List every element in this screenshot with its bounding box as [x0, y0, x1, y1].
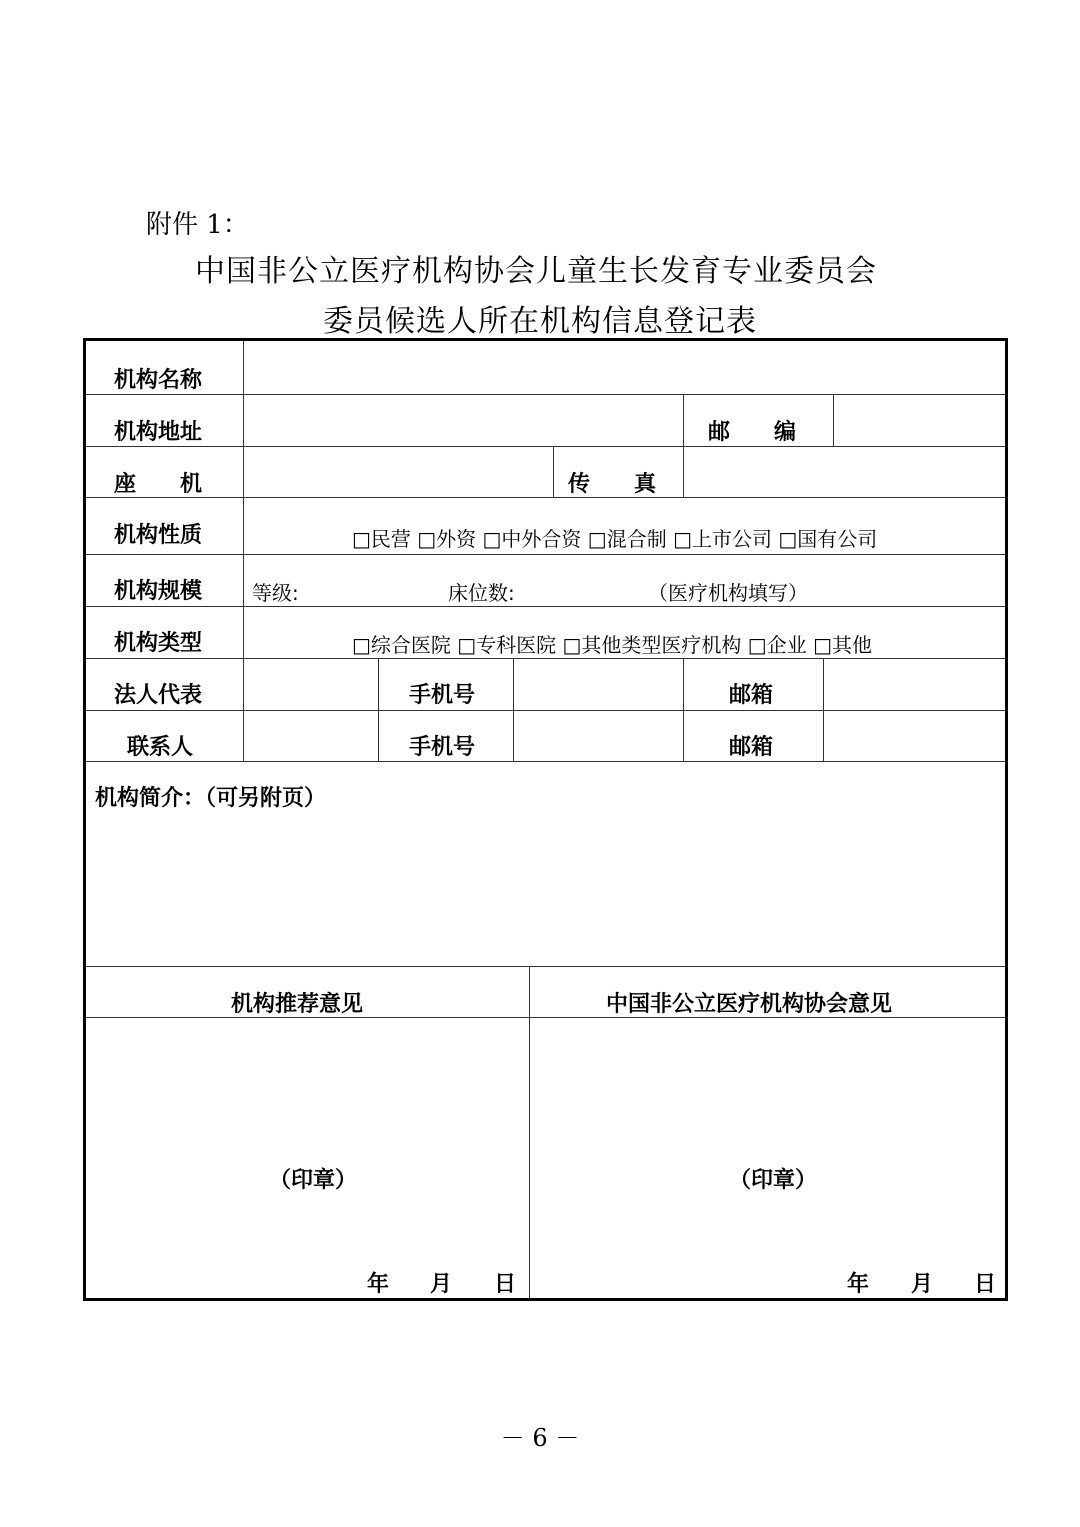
- legal-rep-email-label: 邮箱: [729, 683, 774, 708]
- nature-option-private[interactable]: □民营: [352, 527, 411, 551]
- recommend-opinion-field[interactable]: [86, 1018, 529, 1298]
- form-title-line2: 委员候选人所在机构信息登记表: [323, 304, 757, 339]
- fax-label: 传 真: [568, 472, 657, 497]
- org-address-label: 机构地址: [114, 420, 203, 445]
- association-seal-label: （印章）: [729, 1168, 818, 1193]
- legal-rep-mobile-label: 手机号: [409, 683, 476, 708]
- grade-label: 等级:: [252, 581, 299, 605]
- contact-email-field[interactable]: [824, 711, 1005, 761]
- postcode-label: 邮 编: [708, 420, 797, 445]
- legal-rep-email-field[interactable]: [824, 659, 1005, 710]
- org-type-label: 机构类型: [114, 631, 203, 656]
- recommend-date-year: 年: [367, 1272, 390, 1297]
- form-title-line1: 中国非公立医疗机构协会儿童生长发育专业委员会: [195, 254, 877, 289]
- beds-label: 床位数:: [448, 581, 515, 605]
- nature-option-joint-venture[interactable]: □中外合资: [482, 527, 582, 551]
- fax-field[interactable]: [684, 447, 1005, 497]
- postcode-field[interactable]: [834, 395, 1005, 446]
- type-option-enterprise[interactable]: □企业: [747, 633, 807, 657]
- recommend-label: 机构推荐意见: [231, 992, 364, 1017]
- association-date-year: 年: [847, 1272, 870, 1297]
- type-option-specialty-hospital[interactable]: □专科医院: [457, 633, 557, 657]
- association-date-month: 月: [911, 1272, 934, 1297]
- org-name-field[interactable]: [244, 341, 1005, 394]
- nature-option-listed[interactable]: □上市公司: [673, 527, 772, 551]
- recommend-date-day: 日: [494, 1272, 517, 1297]
- org-scale-label: 机构规模: [114, 579, 203, 604]
- legal-rep-mobile-field[interactable]: [514, 659, 683, 710]
- intro-label: 机构简介：（可另附页）: [95, 786, 327, 811]
- medical-note: （医疗机构填写）: [648, 581, 808, 605]
- intro-field[interactable]: [86, 811, 1005, 966]
- page-number: － 6 －: [500, 1424, 580, 1452]
- legal-rep-field[interactable]: [244, 659, 378, 710]
- attachment-label: 附件 1：: [146, 210, 249, 240]
- type-option-general-hospital[interactable]: □综合医院: [352, 633, 451, 657]
- org-type-options: [352, 629, 872, 658]
- recommend-seal-label: （印章）: [269, 1168, 358, 1193]
- org-nature-options: [352, 523, 877, 552]
- contact-mobile-field[interactable]: [514, 711, 683, 761]
- phone-label: 座 机: [114, 472, 203, 497]
- registration-form-table: [83, 338, 1008, 1301]
- association-label: 中国非公立医疗机构协会意见: [606, 992, 893, 1017]
- contact-mobile-label: 手机号: [409, 735, 476, 760]
- contact-field[interactable]: [244, 711, 378, 761]
- contact-label: 联系人: [127, 735, 194, 760]
- type-option-other[interactable]: □其他: [813, 633, 872, 657]
- phone-field[interactable]: [244, 447, 553, 497]
- org-address-field[interactable]: [244, 395, 683, 446]
- legal-rep-label: 法人代表: [114, 683, 203, 708]
- org-nature-label: 机构性质: [114, 523, 203, 548]
- org-name-label: 机构名称: [114, 368, 203, 393]
- contact-email-label: 邮箱: [729, 735, 774, 760]
- nature-option-mixed[interactable]: □混合制: [587, 527, 667, 551]
- association-date-day: 日: [974, 1272, 997, 1297]
- nature-option-foreign[interactable]: □外资: [417, 527, 477, 551]
- nature-option-state-owned[interactable]: □国有公司: [778, 527, 878, 551]
- recommend-date-month: 月: [430, 1272, 453, 1297]
- type-option-other-medical[interactable]: □其他类型医疗机构: [562, 633, 742, 657]
- association-opinion-field[interactable]: [530, 1018, 1005, 1298]
